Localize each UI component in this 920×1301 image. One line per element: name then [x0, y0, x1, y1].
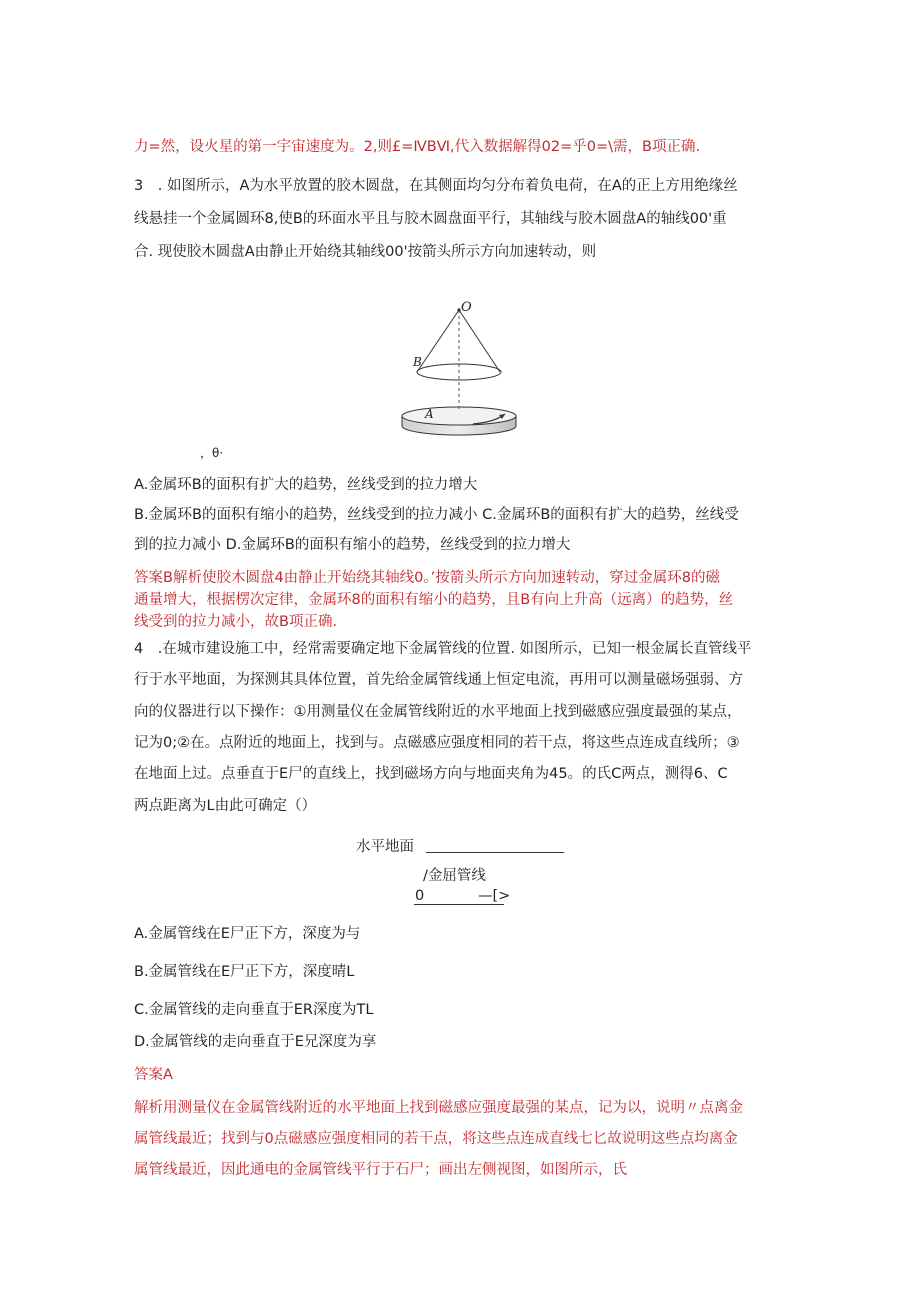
q4-option-c: C.金属管线的走向垂直于ER深度为TL	[134, 1002, 374, 1018]
q4-answer-label: 答案A	[134, 1067, 173, 1083]
prev-answer-line: 力=然，设火星的第一宇宙速度为。2,则£=ⅣBⅥ,代入数据解得02=乎0=\需，B项正确.	[134, 139, 701, 155]
q3-figure-caption: ，θ·	[200, 446, 224, 460]
q3-answer-line-3: 线受到的拉力减小，故B项正确.	[134, 614, 338, 630]
q4-line-2: 行于水平地面，为探测其具体位置，首先给金属管线通上恒定电流，再用可以测量磁场强弱、方	[134, 672, 743, 688]
q3-option-b-c: B.金属环B的面积有缩小的趋势，丝线受到的拉力减小 C.金属环B的面积有扩大的趋势，丝线受	[134, 507, 739, 523]
q4-line-3: 向的仪器进行以下操作：①用测量仪在金属管线附近的水平地面上找到磁感应强度最强的某点，	[134, 704, 742, 720]
q3-answer-line-2: 通量增大，根据楞次定律，金属环8的面积有缩小的趋势，且B有向上升高（远离）的趋势，丝	[134, 592, 734, 608]
pipe-line	[414, 904, 504, 905]
pipe-label: /金屈管线	[423, 868, 486, 884]
q4-option-d: D.金属管线的走向垂直于E兄深度为享	[134, 1034, 377, 1050]
q3-line-1: 3 . 如图所示，A为水平放置的胶木圆盘，在其侧面均匀分布着负电荷，在A的正上方用绝缘丝	[134, 178, 738, 194]
q4-explanation-line-3: 属管线最近，因此通电的金属管线平行于石尸；画出左侧视图，如图所示，氏	[134, 1162, 627, 1178]
q3-answer-line-1: 答案B解析使胶木圆盘4由静止开始绕其轴线0。’按箭头所示方向加速转动，穿过金属环8的磁	[134, 570, 720, 586]
q4-line-5: 在地面上过。点垂直于E尸的直线上，找到磁场方向与地面夹角为45。的氏C两点，测得6、C	[134, 766, 728, 782]
q3-line-2: 线悬挂一个金属圆环8,使B的环面水平且与胶木圆盘面平行，其轴线与胶木圆盘A的轴线00'重	[134, 211, 727, 227]
q4-line-4: 记为0;②在。点附近的地面上，找到与。点磁感应强度相同的若干点，将这些点连成直线所；③	[134, 735, 740, 751]
q3-figure-cone-ring-disk	[395, 298, 535, 443]
label-a: A	[425, 407, 434, 421]
thread-right	[459, 310, 500, 372]
q3-option-a: A.金属环B的面积有扩大的趋势，丝线受到的拉力增大	[134, 477, 478, 493]
label-b: B	[413, 355, 422, 369]
q3-option-c-d: 到的拉力减小 D.金属环B的面积有缩小的趋势，丝线受到的拉力增大	[134, 537, 571, 553]
label-o: O	[461, 300, 472, 315]
thread-left	[417, 310, 459, 372]
q4-line-1: 4 .在城市建设施工中，经常需要确定地下金属管线的位置. 如图所示，已知一根金属长直管线平	[134, 641, 752, 657]
ground-label: 水平地面	[356, 839, 414, 855]
q4-explanation-line-2: 属管线最近；找到与0点磁感应强度相同的若干点，将这些点连成直线七匕故说明这些点均离金	[134, 1131, 738, 1147]
pipe-arrow: —[>	[478, 888, 511, 904]
q4-explanation-line-1: 解析用测量仪在金属管线附近的水平地面上找到磁感应强度最强的某点，记为以，说明〃点离金	[134, 1100, 743, 1116]
ground-line	[426, 852, 564, 853]
q3-line-3: 合. 现使胶木圆盘A由静止开始绕其轴线00'按箭头所示方向加速转动，则	[134, 244, 597, 260]
disk-top	[402, 407, 516, 425]
q4-option-a: A.金属管线在E尸正下方，深度为与	[134, 926, 361, 942]
point-o-label: 0	[415, 888, 425, 904]
q4-line-6: 两点距离为L由此可确定（）	[134, 798, 317, 814]
q4-option-b: B.金属管线在E尸正下方，深度晴L	[134, 964, 355, 980]
